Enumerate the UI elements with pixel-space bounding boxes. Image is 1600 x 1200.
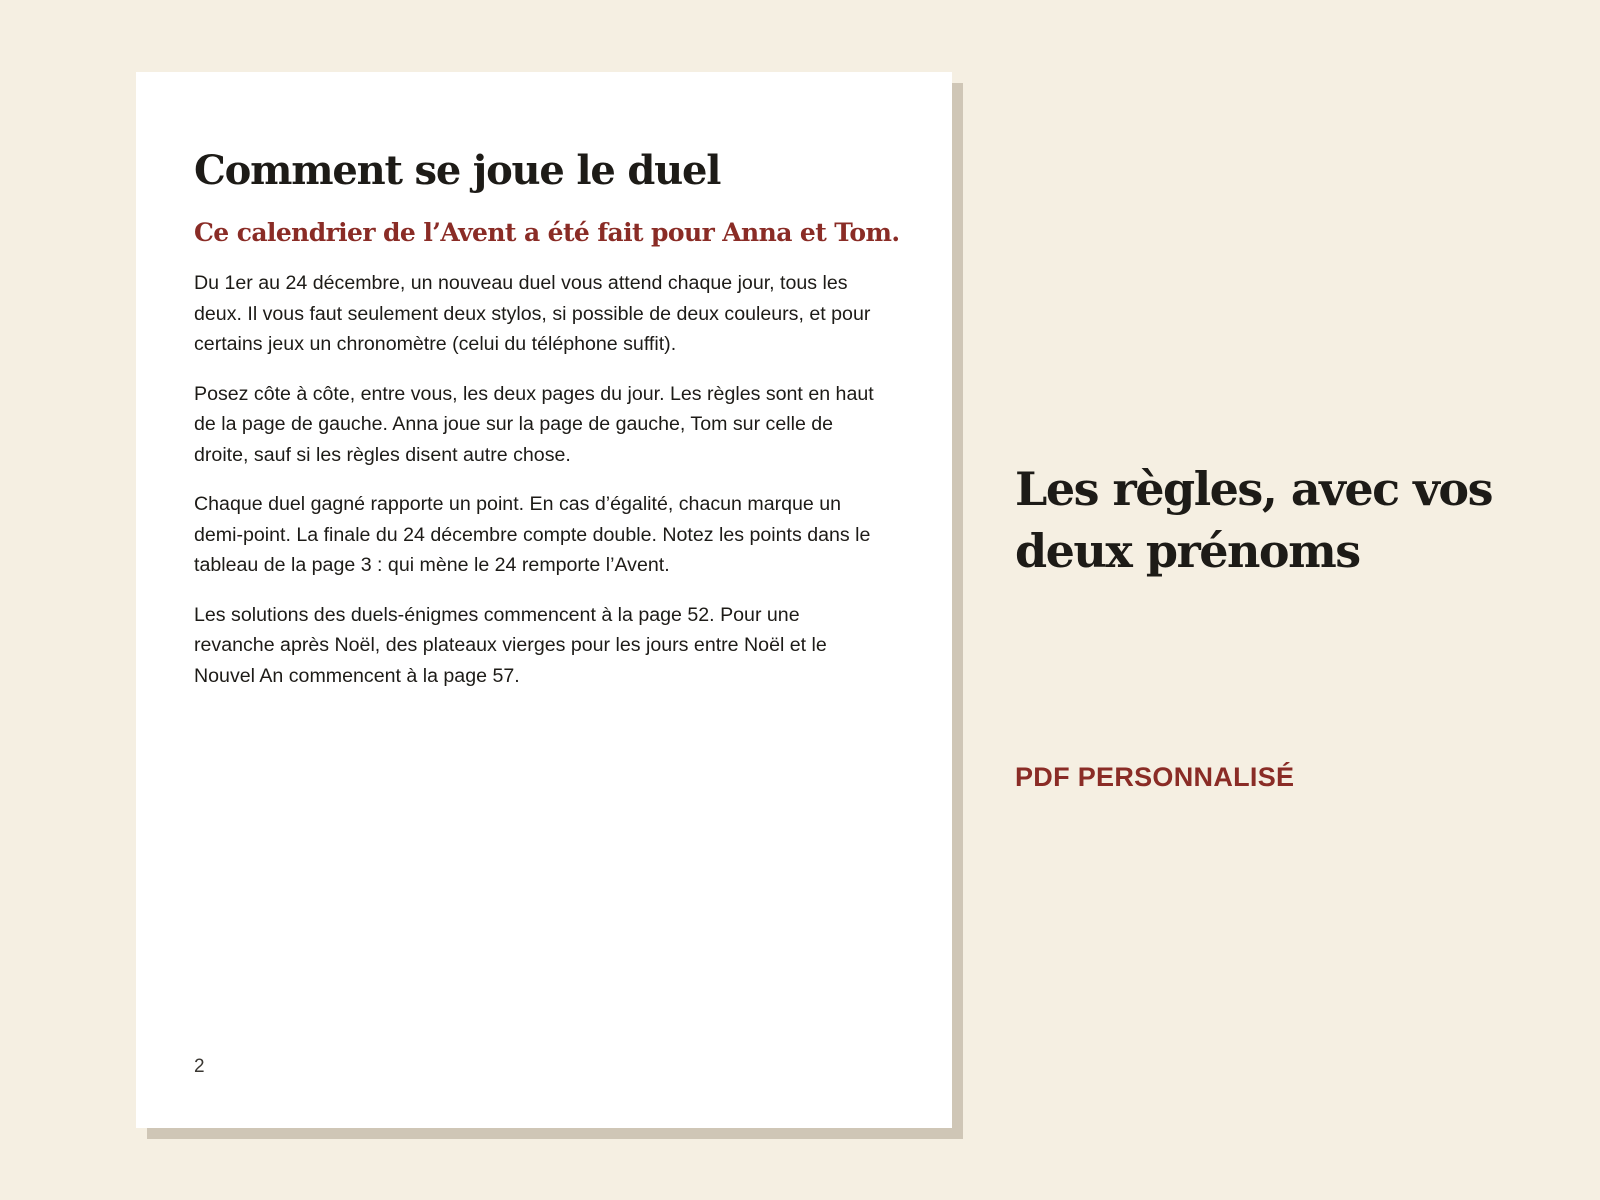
paragraph: Du 1er au 24 décembre, un nouveau duel vous attend chaque jour, tous les deux. Il vous faut seulement deux stylos, si possible de deux couleurs, et pour certains jeux un chronomètre (celui du téléphone suffit).: [194, 272, 871, 355]
paragraph: Posez côte à côte, entre vous, les deux pages du jour. Les règles sont en haut de la page de gauche. Anna joue sur la page de gauche, Tom sur celle de droite, sauf si les règles disent autre chose.: [194, 382, 874, 466]
paragraph: Les solutions des duels-énigmes commencent à la page 52. Pour une revanche après Noël, des plateaux vierges pour les jours entre Noël et le Nouvel An commencent à la page 57.: [194, 603, 827, 687]
page-title: Comment se joue le duel: [194, 147, 721, 194]
side-badge: PDF PERSONNALISÉ: [1015, 762, 1295, 792]
paragraph: Chaque duel gagné rapporte un point. En cas d’égalité, chacun marque un demi-point. La finale du 24 décembre compte double. Notez les points dans le tableau de la page 3 : qui mène le 24 remporte l’Avent.: [194, 493, 871, 576]
page-body: [194, 268, 894, 691]
page-number: 2: [194, 1056, 205, 1077]
page-subtitle: Ce calendrier de l’Avent a été fait pour Anna et Tom.: [194, 218, 900, 247]
side-heading: Les règles, avec vos deux prénoms: [1015, 462, 1492, 578]
document-page: [136, 72, 952, 1128]
